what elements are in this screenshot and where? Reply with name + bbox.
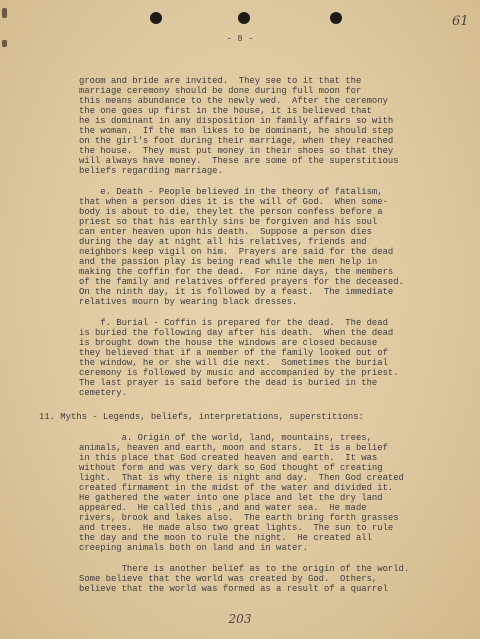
- text-line: in this place that God created heaven and earth. It was: [79, 453, 378, 463]
- text-line: Some believe that the world was created by God. Others,: [79, 574, 378, 584]
- text-line: animals, heaven and earth, moon and stars. It is a belief: [79, 443, 388, 453]
- punch-hole-left: [150, 12, 162, 24]
- text-line: he is dominant in any disposition in family affairs so with: [79, 116, 394, 126]
- text-line: e. Death - People believed in the theory of fatalism,: [79, 187, 383, 197]
- text-line: appeared. He called this ,and and water sea. He made: [79, 503, 367, 513]
- text-line: on the girl's foot during their marriage, when they reached: [79, 136, 394, 146]
- punch-hole-right: [330, 12, 342, 24]
- text-line: will always have money. These are some of the superstitious: [79, 156, 399, 166]
- text-line: body is about to die, theylet the person confess before a: [79, 207, 383, 217]
- text-line: believe that the world was formed as a result of a quarrel: [79, 584, 388, 594]
- text-line: cemetery.: [79, 388, 127, 398]
- text-line: neighbors keep vigil on him. Prayers are said for the dead: [79, 247, 394, 257]
- text-line: There is another belief as to the origin of the world.: [79, 564, 410, 574]
- text-line: and the passion play is being read while the men help in: [79, 257, 378, 267]
- text-line: the window, he or she will die next. Sometimes the burial: [79, 358, 388, 368]
- text-line: The last prayer is said before the dead is buried in the: [79, 378, 378, 388]
- binding-mark: [2, 8, 7, 18]
- text-line: priest so that his earthly sins be forgiven and his soul: [79, 217, 378, 227]
- text-line: created firmament in the midst of the water and divided it.: [79, 483, 394, 493]
- text-line: light. That is why there is night and day. Then God created: [79, 473, 404, 483]
- text-line: is brought down the house the windows are closed because: [79, 338, 378, 348]
- text-line: can enter heaven upon his death. Suppose a person dies: [79, 227, 372, 237]
- text-line: rivers, brook and lakes also. The earth bring forth grasses: [79, 513, 399, 523]
- handwritten-page-number: 61: [452, 14, 469, 29]
- text-line: f. Burial - Coffin is prepared for the dead. The dead: [79, 318, 388, 328]
- text-line: the day and the moon to rule the night. He created all: [79, 533, 372, 543]
- text-line: the house. They must put money in their shoes so that they: [79, 146, 394, 156]
- text-line: He gathered the water into one place and let the dry land: [79, 493, 383, 503]
- text-line: making the coffin for the dead. For nine days, the members: [79, 267, 394, 277]
- text-line: beliefs regarding marriage.: [79, 166, 223, 176]
- text-line: groom and bride are invited. They see to it that the: [79, 76, 362, 86]
- text-line: is buried the following day after his death. When the dead: [79, 328, 394, 338]
- text-line: the one goes up first in the house, it is believed that: [79, 106, 372, 116]
- text-line: that when a person dies it is the will of God. When some-: [79, 197, 388, 207]
- text-line: during the day at night all his relatives, friends and: [79, 237, 367, 247]
- punch-hole-center: [238, 12, 250, 24]
- text-line: On the ninth day, it is followed by a feast. The immediate: [79, 287, 394, 297]
- text-line: ceremony is followed by music and accompanied by the priest.: [79, 368, 399, 378]
- text-line: relatives mourn by wearing black dresses.: [79, 297, 298, 307]
- page-number: - 8 -: [226, 34, 254, 44]
- text-line: this means abundance to the newly wed. After the ceremony: [79, 96, 388, 106]
- text-line: and trees. He made also two great lights. The sun to rule: [79, 523, 394, 533]
- text-line: the woman. If the man likes to be dominant, he should step: [79, 126, 394, 136]
- text-line: they believed that if a member of the family looked out of: [79, 348, 388, 358]
- footer-page-number: 203: [228, 612, 252, 626]
- text-line: marriage ceremony should be done during full moon for: [79, 86, 362, 96]
- text-line: creeping animals both on land and in water.: [79, 543, 309, 553]
- text-line: of the family and relatives offered prayers for the deceased.: [79, 277, 404, 287]
- section-heading: 11. Myths - Legends, beliefs, interpretations, superstitions:: [39, 412, 364, 422]
- text-line: a. Origin of the world, land, mountains, trees,: [79, 433, 372, 443]
- text-line: without form and was very dark so God thought of creating: [79, 463, 383, 473]
